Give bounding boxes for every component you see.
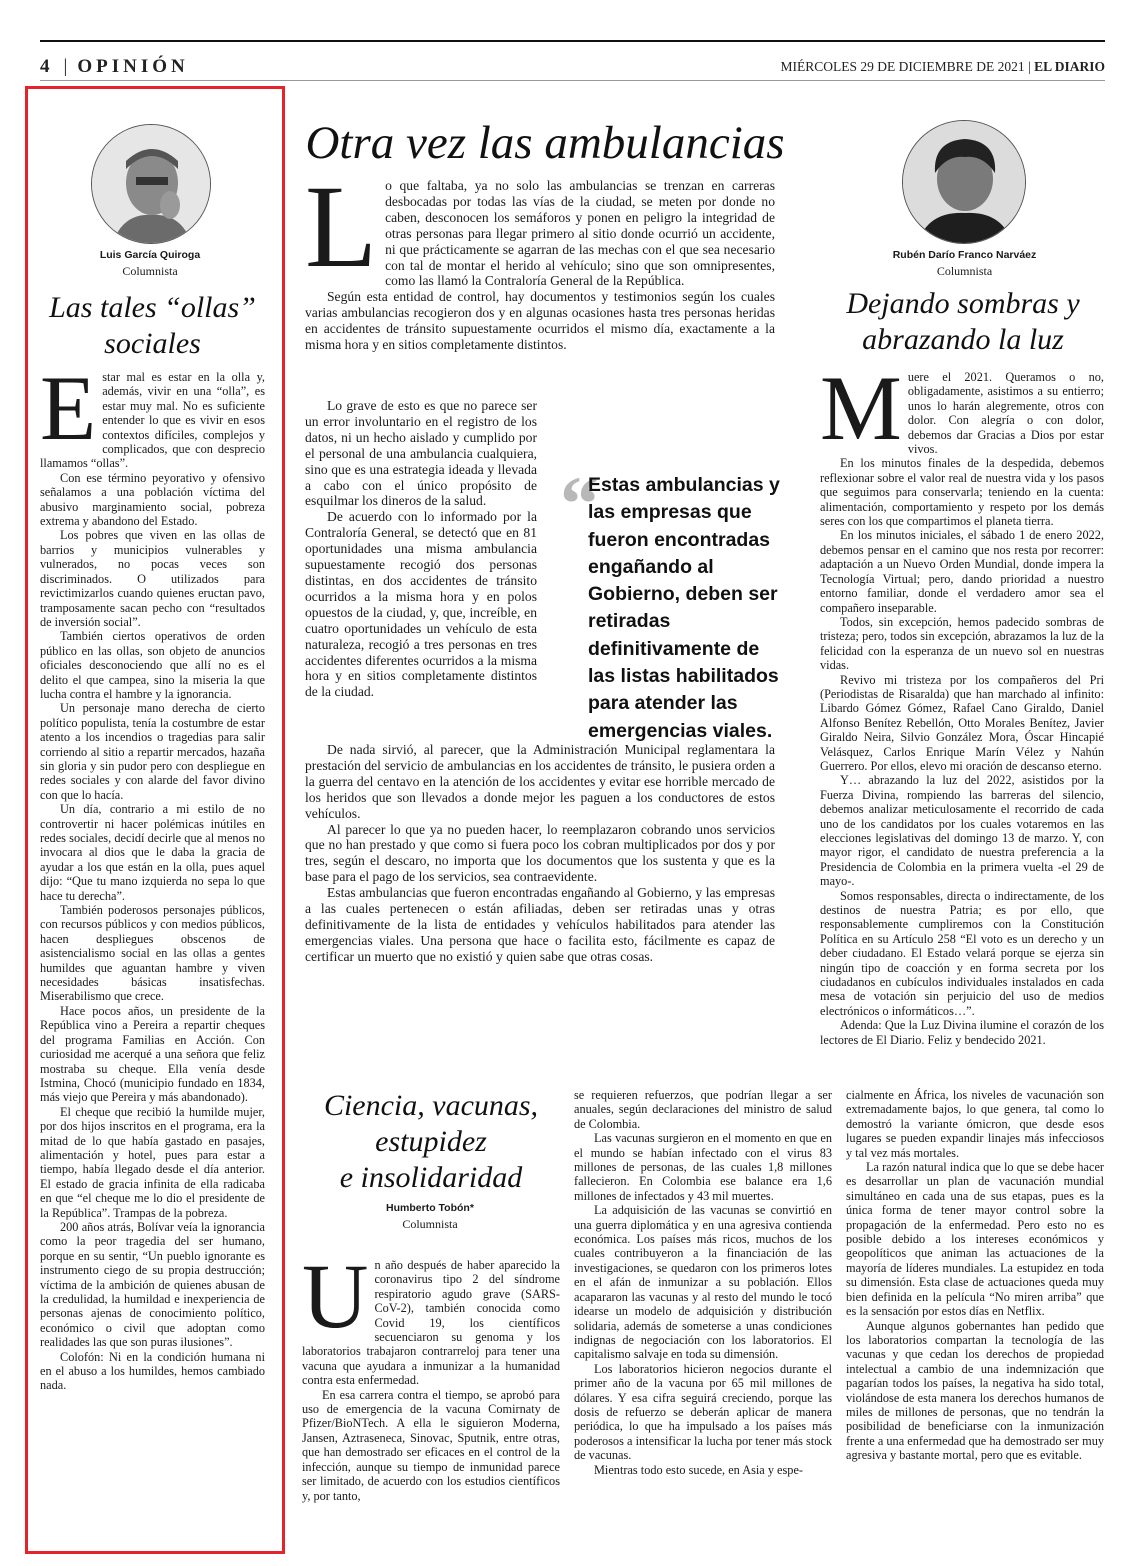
left-paragraph: Un día, contrario a mi estilo de no controvertir ni hacer polémicas inútiles en redes sociales, decidí decirle que al menos no invocara al dios que le daba la gracia de ayudar a los que están en la olla, pues aquel dijo: “Que tu mano izquierda no sepa lo que hace tu derecha”. [40,802,265,903]
bottom-paragraph: La razón natural indica que lo que se debe hacer es desarrollar un plan de vacunación mundial simultáneo en cada una de sus etapas, pues es la única forma de tener mayor control sobre la propagación de la enfermedad. Pero esto no es posible debido a los intereses económicos y geopolíticos que animan las actuaciones de la mayoría de líderes mundiales. La estupidez en toda su dimensión. Esta clase de actuaciones queda muy bien definida en la película “No miren arriba” que es la sensación por estos días en Netflix. [846,1160,1104,1319]
paper-name: EL DIARIO [1034,59,1105,74]
bottom-author-name: Humberto Tobón* [386,1202,474,1214]
left-paragraph: Colofón: Ni en la condición humana ni en el abuso a los humildes, hemos cambiado nada. [40,1349,265,1393]
center-paragraph: o que faltaba, ya no solo las ambulancias se trenzan en carreras desbocadas por todas las vías de la ciudad, se meten por donde no caben, desconocen los semáforos y ponen en peligro la integridad de otras personas para llegar primero al sitio donde ocurrió un accidente, ni que prácticamente se agarran de las mechas con el que sea necesario con tal de montar el herido al vehículo; sino que son omnipresentes, como las llamó la Contraloría General de la República. [385,178,775,289]
right-headline-line2: abrazando la luz [862,323,1064,356]
right-author-role: Columnista [936,264,993,278]
bottom-col-2 [574,1088,832,1477]
right-dropcap: M [820,357,902,459]
right-paragraph: Revivo mi tristeza por los compañeros del Pri (Periodistas de Risaralda) que han marchado al infinito: Libardo Gómez Gómez, Rafael Cano Giraldo, Daniel Alfonso Benítez Rebellón, Otto Morales Benítez, Javier Giraldo Neira, Silvio González Mora, Óscar Hincapié Velásquez, Carlos Enrique Marín Vélez y Nahún Guerrero. Por ellos, elevo mi oración de descanso eterno. [820,672,1104,773]
left-author-role: Columnista [122,264,178,278]
bottom-paragraph: En esa carrera contra el tiempo, se aprobó para uso de emergencia de la vacuna Comirnaty de Pfizer/BioNTech. A ella le siguieron Moderna, Jansen, Aztraseneca, Sinovac, Sputnik, entre otras, que han demostrado ser eficaces en el control de la infección, aunque su tiempo de inmunidad parece ser limitado, de acuerdo con los estudios científicos y, por tanto, [302,1387,560,1503]
bottom-paragraph: La adquisición de las vacunas se convirtió en una guerra diplomática y en una agresiva contienda económica. Los países más ricos, muchos de los cuales contribuyeron a la financiación de las investigaciones, se quedaron con los primeros lotes en el afán de inmunizar a su población. Ellos acapararon las vacunas y al resto del mundo le tocó idearse un modelo de adquisición y distribución solidaria, además de someterse a unas condiciones indignas de negociación con los laboratorios. El capitalismo salvaje en toda su dimensión. [574,1203,832,1362]
right-headline [818,286,1108,358]
bottom-paragraph: Aunque algunos gobernantes han pedido que los laboratorios compartan la tecnología de las vacunas y que cedan los derechos de propiedad intelectual a cambio de una indemnización que pagarían todos los países, la negativa ha sido total, violándose de esta manera los derechos humanos de miles de millones de personas, que no tendrán la posibilidad de beneficiarse con la inmunización frente a una enfermedad que ha demostrado ser muy agresiva y bastante mortal, pero que es evitable. [846,1318,1104,1463]
left-paragraph: También ciertos operativos de orden público en las ollas, son objeto de anuncios oficiales desconociendo que allí no es el delito el que campea, sino la miseria la que lucha contra el hambre y la ignorancia. [40,629,265,701]
left-paragraph: El cheque que recibió la humilde mujer, por dos hijos inscritos en el programa, era la mitad de lo que había gastado en pasajes, alimentación y hotel, pues para estar a tiempo, había llegado desde el día anterior. El estado de gracia infinita de ella radicaba en que “el cheque me lo dio el presidente de la República”. Trampas de la pobreza. [40,1104,265,1220]
right-paragraph: Somos responsables, directa o indirectamente, de los destinos de nuestra Patria; es por ello, que responsablemente cumpliremos con la Constitución Política en su Artículo 258 “El voto es un derecho y un deber ciudadano. El Estado velará porque se ejerza sin ningún tipo de coacción y en forma secreta por los ciudadanos en cubículos individuales instalados en cada mesa de votación sin perjuicio del uso de medios electrónicos o informáticos…”. [820,888,1104,1018]
dateline: MIÉRCOLES 29 DE DICIEMBRE DE 2021 | EL DIARIO [780,59,1105,74]
header-underline [40,80,1105,81]
right-paragraph: Adenda: Que la Luz Divina ilumine el corazón de los lectores de El Diario. Feliz y bendecido 2021. [820,1018,1104,1047]
center-paragraph: Estas ambulancias que fueron encontradas engañando al Gobierno, y las empresas a las cuales pertenecen o están afiliadas, deben ser retiradas unas y otras definitivamente de la lista de entidades y vehículos habilitados para atender las emergencias viales. Una persona que hace o facilita esto, fácilmente es capaz de certificar un muerto que no existió y quien sabe que otras cosas. [305,885,775,964]
bottom-headline-line3: e insolidaridad [339,1161,523,1194]
bottom-headline [300,1088,562,1196]
bottom-dropcap: U [302,1245,369,1347]
issue-date: MIÉRCOLES 29 DE DICIEMBRE DE 2021 [780,59,1025,74]
bottom-col-3 [846,1088,1104,1463]
left-paragraph: También poderosos personajes públicos, con recursos públicos y con medios públicos, hacen despliegues obscenos de asistencialismo social en las ollas a gentes humildes que aguantan hambre y viven necesidades básicas insatisfechas. Miserabilismo que crece. [40,903,265,1004]
section-name: OPINIÓN [77,56,189,77]
right-paragraph: Todos, sin excepción, hemos padecido sombras de tristeza; pero, todos sin excepción, abrazamos la luz de la felicidad con la esperanza de un nuevo sol en nuestras vidas. [820,614,1104,673]
left-headline-line1: Las tales “ollas” [49,291,256,324]
quote-mark-icon: “ [560,460,599,547]
bottom-paragraph: n año después de haber aparecido la coronavirus tipo 2 del síndrome respiratorio agudo grave (SARS-CoV-2), también conocida como Covid 19, los científicos secuenciaron su genoma y los laboratorios trabajaron contrarreloj para tener una vacuna que ayudara a inmunizar a la humanidad contra esta enfermedad. [302,1258,560,1388]
center-body-top [305,161,775,353]
bottom-headline-line1: Ciencia, vacunas, [323,1089,539,1122]
right-paragraph: En los minutos finales de la despedida, debemos reflexionar sobre el valor real de nuestra vida y los pasos que seguimos para conservarla; teniendo en la cuenta: alimentación, comportamiento y respeto por los demás seres con los que compartimos el planeta tierra. [820,456,1104,529]
section-label: 4 | OPINIÓN [40,56,189,77]
bottom-author-role: Columnista [402,1217,458,1231]
right-headline-line1: Dejando sombras y [846,287,1080,320]
center-dropcap: L [305,161,378,292]
left-paragraph: Con ese término peyorativo y ofensivo señalamos a una población víctima del abusivo marginamiento social, pobreza extrema y abandono del Estado. [40,470,265,529]
columnist-photo [91,124,211,244]
page-header [40,50,1105,78]
bottom-col-1 [302,1245,560,1503]
center-body-bottom [305,742,775,965]
page-number: 4 [40,56,54,77]
right-paragraph: Y… abrazando la luz del 2022, asistidos por la Fuerza Divina, rompiendo las barreras del silencio, debemos analizar meticulosamente el recorrido de cada uno de los candidatos por los cuales votaremos en las elecciones legislativas del domingo 13 de marzo. Y, con mayor rigor, el candidato de nuestra preferencia a la Presidencia de Colombia en la primera vuelta -el 29 de mayo-. [820,773,1104,889]
bottom-paragraph: Las vacunas surgieron en el momento en que en el mundo se habían infectado con el virus 83 millones de personas, de las cuales 1,8 millones fallecieron. En Colombia ese balance era 1,6 millones de infectados y 43 mil muertes. [574,1131,832,1203]
left-paragraph: star mal es estar en la olla y, además, vivir en una “olla”, es estar muy mal. No es suficiente entender lo que es vivir en esos contextos difíciles, complejos y complicados, que con desprecio llamamos “ollas”. [40,370,265,471]
left-dropcap: E [40,357,97,459]
center-paragraph: Según esta entidad de control, hay documentos y testimonios según los cuales varias ambulancias recogieron dos y en algunas ocasiones hasta tres personas heridas en accidentes de tránsito supuestamente ocurridos el mismo día, exactamente a la misma hora y en sitios completamente distintos. [305,289,775,353]
center-paragraph: Al parecer lo que ya no pueden hacer, lo reemplazaron cobrando unos servicios que no han prestado y que como si fuera poco los cobran multiplicados por dos y por tres, según el descaro, no importa que los documentos que los sustenta y que es la base para el pago de los servicios, sea contraevidente. [305,821,775,885]
left-headline [40,290,265,362]
columnist-photo-right [902,120,1026,244]
center-paragraph: Lo grave de esto es que no parece ser un error involuntario en el registro de los datos, ni un hecho aislado y cumplido por el personal de una ambulancia cualquiera, sino que es una estrategia ideada y llevada a cabo con el único propósito de esquilmar los dineros de la salud. [305,398,537,509]
bottom-headline-line2: estupidez [375,1125,487,1158]
pull-quote-text: Estas ambulancias y las empresas que fueron encontradas engañando al Gobierno, deben ser retiradas definitivamente de las listas habilitados para atender las emergencias viales. [588,474,780,742]
left-paragraph: Los pobres que viven en las ollas de barrios y municipios vulnerables y vulnerados, no pocas veces son discriminados. O utilizados para revictimizarlos cuando quienes eructan pavo, tramposamente sacan pecho con “resultados de inversión social”. [40,528,265,629]
center-headline: Otra vez las ambulancias [305,117,785,169]
left-paragraph: Un personaje mano derecha de cierto político populista, tenía la costumbre de estar atento a los incendios o tragedias para salir corriendo al sitio a repartir mercados, hazaña sin gloria y sin pudor pero con despliegue en redes sociales y con alarde del favor divino con que lo hacía. [40,701,265,802]
right-paragraph: En los minutos iniciales, el sábado 1 de enero 2022, debemos pensar en el camino que nos resta por recorrer: adaptación a un Nuevo Orden Mundial, donde impera la Tecnología Virtual; pero, dando prioridad a nuestro entorno familiar, donde el verdadero amor sea el compañero inseparable. [820,528,1104,615]
bottom-paragraph: se requieren refuerzos, que podrían llegar a ser anuales, según declaraciones del ministro de salud de Colombia. [574,1088,832,1131]
left-body [40,357,265,1393]
right-author-name: Rubén Darío Franco Narváez [892,249,1037,261]
bottom-paragraph: Los laboratorios hicieron negocios durante el primer año de la vacuna por 65 mil millones de dólares. Y esa cifra seguirá creciendo, porque las dosis de refuerzo se deberán aplicar de manera periódica, lo que ha impulsado a los países más poderosos a intensificar la lucha por tener más stock de vacunas. [574,1361,832,1463]
right-body [820,357,1104,1047]
right-paragraph: uere el 2021. Queramos o no, obligadamente, asistimos a su entierro; unos lo harán alegremente, otros con dolor. Con alegría o con dolor, debemos dar Gracias a Dios por estar vivos. [907,370,1104,457]
center-body-narrow [305,398,537,700]
top-rule [40,40,1105,42]
left-paragraph: Hace pocos años, un presidente de la República vino a Pereira a repartir cheques del programa Familias en Acción. Con curiosidad me acerqué a una señora que feliz mostraba su cheque. Ella venía desde Istmina, Chocó (municipio fundado en 1834, más viejo que Pereira y más abandonado). [40,1003,265,1105]
left-headline-line2: sociales [104,327,201,360]
center-paragraph: De nada sirvió, al parecer, que la Administración Municipal reglamentara la prestación del servicio de ambulancias en los accidentes de tránsito, le pusiera orden a la guerra del centavo en la atención de los accidentes y evitar ese horrible mercado de los heridos que son llevados a donde mejor les paguen a los conductores de estos vehículos. [305,742,775,821]
left-paragraph: 200 años atrás, Bolívar veía la ignorancia como la peor tragedia del ser humano, porque en su sentir, “Un pueblo ignorante es instrumento ciego de su propia destrucción; víctima de la ambición de quienes abusan de la credulidad, la humildad e inexperiencia de personas ajenas de conocimiento político, económico o civil que adoptan como realidades las que son puras ilusiones”. [40,1219,265,1350]
left-author-name: Luis García Quiroga [99,249,201,261]
center-paragraph: De acuerdo con lo informado por la Contraloría General, se detectó que en 81 oportunidades una misma ambulancia supuestamente recogió dos personas distintas, en dos accidentes de tránsito ocurridos a la misma hora y en polos opuestos de la ciudad, y, que, increíble, en cuatro oportunidades un vehículo de esta naturaleza, recogió a tres personas en tres accidentes diferentes ocurridos a la misma hora y en sitios completamente distintos de la ciudad. [305,509,537,700]
bottom-paragraph: Mientras todo esto sucede, en Asia y espe- [594,1462,803,1477]
bottom-paragraph: cialmente en África, los niveles de vacunación son extremadamente bajos, lo que genera, tal como lo demostró la variante ómicron, que desde esos lugares se pueden expandir linajes más infecciosos y tal vez más mortales. [846,1088,1104,1160]
